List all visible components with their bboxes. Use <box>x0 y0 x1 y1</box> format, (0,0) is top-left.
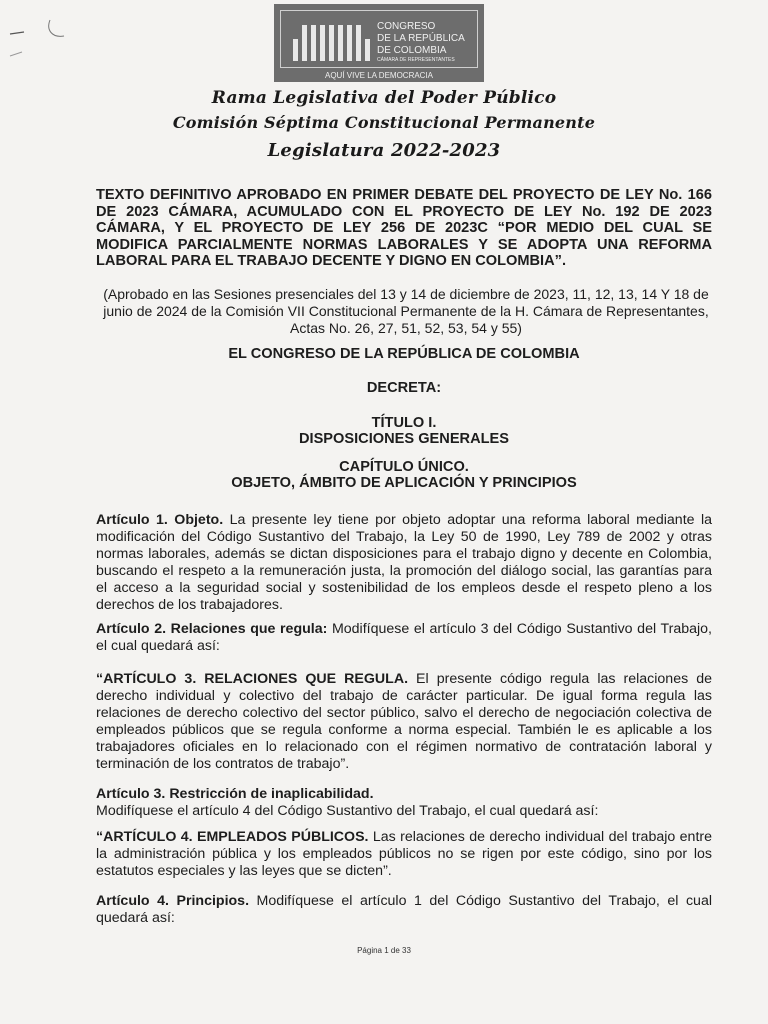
document-title: TEXTO DEFINITIVO APROBADO EN PRIMER DEBATE DEL PROYECTO DE LEY No. 166 DE 2023 CÁMARA, ACUMULADO CON EL PROYECTO DE LEY No. 192 DE 2023 CÁMARA, Y EL PROYECTO DE LEY 256 DE 2023C “POR MEDIO DEL CUAL SE MODIFICA PARCIALMENTE NORMAS LABORALES Y SE ADOPTA UNA REFORMA LABORAL PARA EL TRABAJO DECENTE Y DIGNO EN COLOMBIA”. <box>96 187 712 270</box>
legislature-heading: Legislatura 2022-2023 <box>267 140 501 161</box>
article-3-quote: “ARTÍCULO 3. RELACIONES QUE REGULA. El presente código regula las relaciones de derecho individual y colectivo del trabajo de carácter particular. De igual forma regula las relaciones de derecho colectivo del sector público, salvo el derecho de negociación colectiva de empleados públicos que se regula conforme a norma especial. También le es aplicable a los trabajadores oficiales en lo relacionado con el régimen normativo de contratación laboral y terminación de los contratos de trabajo”. <box>96 671 713 772</box>
handwritten-mark <box>6 12 76 62</box>
article-3: Artículo 3. Restricción de inaplicabilidad. Modifíquese el artículo 4 del Código Sustantivo del Trabajo, el cual quedará así: <box>96 786 599 819</box>
approval-note: (Aprobado en las Sesiones presenciales del 13 y 14 de diciembre de 2023, 11, 12, 13, 14 Y 18 de junio de 2024 de la Comisión VII Constitucional Permanente de la H. Cámara de Representantes, Actas No. 26, 27, 51, 52, 53, 54 y 55) <box>103 286 709 336</box>
titulo-heading: TÍTULO I. DISPOSICIONES GENERALES <box>298 415 510 447</box>
branch-heading: Rama Legislativa del Poder Público <box>211 88 557 108</box>
article-4: Artículo 4. Principios. Modifíquese el artículo 1 del Código Sustantivo del Trabajo, el cual quedará así: <box>96 893 712 926</box>
commission-heading: Comisión Séptima Constitucional Permanente <box>172 113 596 132</box>
decreta-heading: DECRETA: <box>366 380 442 396</box>
article-2: Artículo 2. Relaciones que regula: Modifíquese el artículo 3 del Código Sustantivo del Trabajo, el cual quedará así: <box>96 621 712 654</box>
congress-heading: EL CONGRESO DE LA REPÚBLICA DE COLOMBIA <box>228 346 580 362</box>
article-1: Artículo 1. Objeto. La presente ley tiene por objeto adoptar una reforma laboral mediante la modificación del Código Sustantivo del Trabajo, la Ley 50 de 1990, Ley 789 de 2002 y otras normas laborales, además se dictan disposiciones para el trabajo digno y decente en Colombia, buscando el respeto a la remuneración justa, la promoción del diálogo social, las garantías para el acceso a la seguridad social y sostenibilidad de los empleos desde el respeto pleno a los derechos de los trabajadores. <box>96 512 712 613</box>
logo-motto: AQUÍ VIVE LA DEMOCRACIA <box>324 71 434 80</box>
capitol-columns-icon <box>293 25 371 61</box>
congress-logo <box>274 4 484 82</box>
capitulo-heading: CAPÍTULO ÚNICO. OBJETO, ÁMBITO DE APLICACIÓN Y PRINCIPIOS <box>231 459 577 491</box>
page-number: Página 1 de 33 <box>357 946 411 955</box>
article-4-quote: “ARTÍCULO 4. EMPLEADOS PÚBLICOS. Las relaciones de derecho individual del trabajo entre la administración pública y los empleados públicos no se rigen por este código, sino por los estatutos especiales y las leyes que se dicten”. <box>96 829 713 879</box>
logo-text: CONGRESO DE LA REPÚBLICA DE COLOMBIA CÁMARA DE REPRESENTANTES <box>377 21 465 63</box>
